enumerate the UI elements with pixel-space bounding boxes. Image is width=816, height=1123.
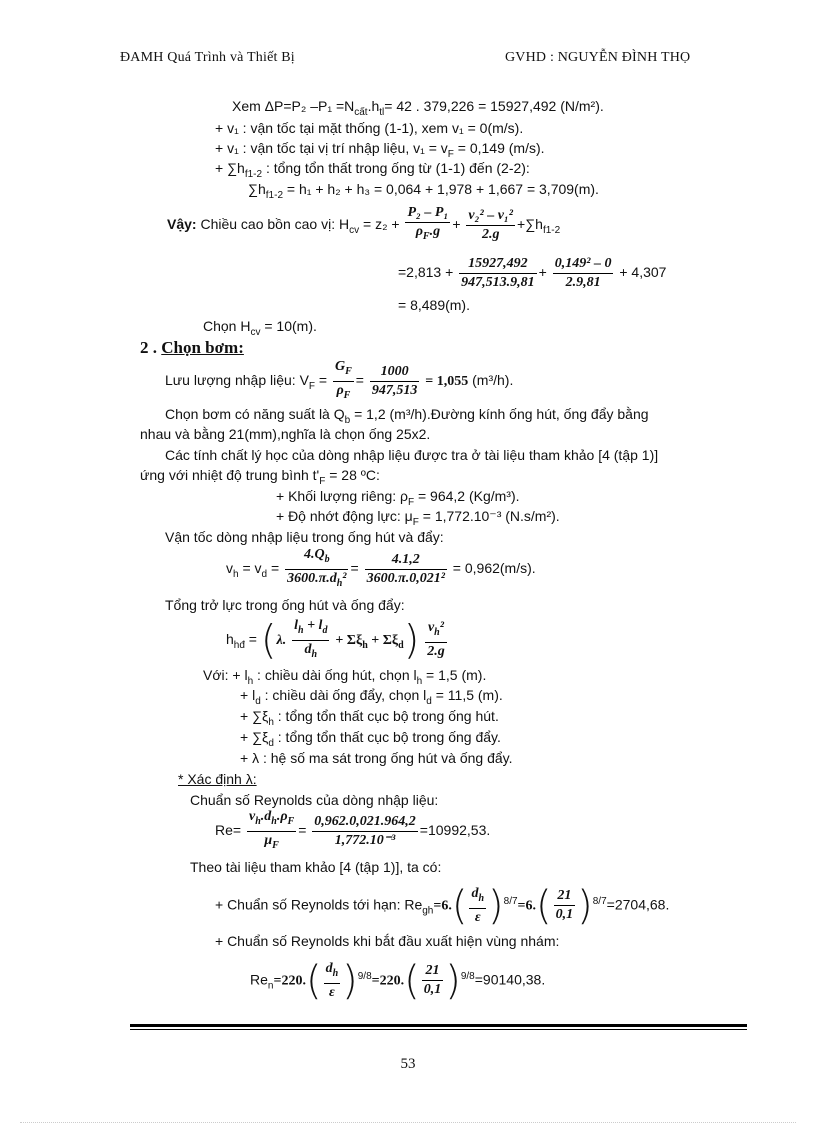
velocity-intro-line: Vận tốc dòng nhập liệu trong ống hút và đẩy: <box>165 529 444 545</box>
ld-line: + $l_d$ : chiều dài ống đẩy, chọn $l_d = 11,5$ (m). <box>240 687 503 707</box>
hcv-equation: Vậy: Chiều cao bồn cao vị: $H_{cv} = z_2$ + $\frac{\text{P₂ – P₁}}{\rho_F.g}$ + $\frac{\text{v₂² – v₁²}}{2.g}$ $+\sum h_{f1-2}$ <box>167 205 561 243</box>
reynolds-equation: Re= $\frac{v_h.d_h.\rho_F}{\mu_F}$ = $\frac{0,962.0,021.964,2}{\text{1,772.10⁻³}}$ =10992,53. <box>215 809 491 851</box>
lambda-heading: * Xác định λ: <box>178 771 257 787</box>
loss-value-line: $\sum h_{f1-2} = h_1 + h_2 + h_3 = 0,064 + 1,978 + 1,667 = 3,709(m)$. <box>248 181 599 201</box>
loss-sum-line: + $\sum h_{f1-2}$ : tổng tổn thất trong ống từ (1-1) đến (2-2): <box>215 160 530 180</box>
hcv-choice: Chọn $H_{cv} = 10(m)$. <box>203 318 317 338</box>
xi-h-line: + $\sum\xi_h$ : tổng tổn thất cục bộ trong ống hút. <box>240 708 499 728</box>
v1-inlet-line: + v₁ : vận tốc tại vị trí nhập liệu, $v_1 = v_F = 0,149$ (m/s). <box>215 140 545 160</box>
lh-line: Với: + $l_h$ : chiều dài ống hút, chọn $l_h = 1,5$ (m). <box>203 667 487 687</box>
pump-choice-line: Chọn bơm có năng suất là $Q_b = 1,2$ (m³/h).Đường kính ống hút, ống đẩy bằng <box>165 406 649 426</box>
properties-line: Các tính chất lý học của dòng nhập liệu được tra ở tài liệu tham khảo [4 (tập 1)] <box>165 447 659 463</box>
hcv-result: = 8,489(m). <box>398 297 470 313</box>
flow-rate-equation: Lưu lượng nhập liệu: $V_F$ = $\frac{G_F}{\rho_F}$ = $\frac{1000}{947,513}$ = 1,055 (m³/h). <box>165 359 514 401</box>
page-number: 53 <box>400 1056 416 1072</box>
velocity-equation: $v_h = v_d$ = $\frac{4.Q_b}{3600.\pi.d_h^2}$ = $\frac{4.1,2}{\text{3600.π.0,021²}}$ = 0,962(m/s). <box>226 547 536 589</box>
pipe-choice-line: nhau và bằng 21(mm),nghĩa là chọn ống 25x2. <box>140 426 431 442</box>
footer-rule-thin <box>130 1029 747 1030</box>
delta-p-line: Xem ΔP=P₂ $-P_1 =N_{cất}.h_{tl}= 42$ . 379,226 = 15927,492 (N/m²). <box>232 98 604 118</box>
footer-rule-thick <box>130 1024 747 1027</box>
reference-line: Theo tài liệu tham khảo [4 (tập 1)], ta có: <box>190 859 442 875</box>
viscosity-line: + Độ nhớt động lực: $\mu_F = 1,772.10^{-3}$ (N.s/m²). <box>276 508 560 528</box>
header-right: GVHD : NGUYỄN ĐÌNH THỌ <box>505 50 691 65</box>
header-left: ĐAMH Quá Trình và Thiết Bị <box>120 50 295 65</box>
roughness-reynolds-equation: $Re_n=220$.( $\frac{d_h}{\varepsilon}$ )$^{9/8}$=220.( $\frac{21}{0,1}$ )$^{9/8}$=90140,38. <box>250 957 546 1004</box>
hcv-substitution: =2,813 + $\frac{15927,492}{947,513.9,81}$ + $\frac{\text{0,149² – 0}}{2.9,81}$ + 4,307 <box>398 255 667 290</box>
xi-d-line: + $\sum\xi_d$ : tổng tổn thất cục bộ trong ống đẩy. <box>240 729 501 749</box>
section-heading: 2 . Chọn bơm: <box>140 338 244 357</box>
reynolds-intro-line: Chuẩn số Reynolds của dòng nhập liệu: <box>190 792 439 808</box>
lambda-line: + λ : hệ số ma sát trong ống hút và ống đẩy. <box>240 750 513 766</box>
resistance-equation: $h_{hđ} = (\lambda$. $\frac{l_h + l_d}{d_h}$ + $\Sigma\xi_h + \Sigma\xi_d$) $\frac{v_h^2}{2.g}$ <box>226 617 445 664</box>
density-line: + Khối lượng riêng: $\rho_F = 964,2$ (Kg/m³). <box>276 488 520 508</box>
v1-surface-line: + v₁ : vận tốc tại mặt thống (1-1), xem v₁ = 0(m/s). <box>215 120 524 136</box>
resistance-intro-line: Tổng trở lực trong ống hút và ống đẩy: <box>165 597 405 613</box>
roughness-reynolds-intro: + Chuẩn số Reynolds khi bắt đầu xuất hiện vùng nhám: <box>215 933 560 949</box>
temperature-line: ứng với nhiệt độ trung bình $t'_F = 28$ ºC: <box>140 467 380 487</box>
critical-reynolds-equation: + Chuẩn số Reynolds tới hạn: $Re_{gh}=6$.( $\frac{d_h}{\varepsilon}$ )$^{8/7}$=6.( $\frac{21}{0,1}$ )$^{8/7}$=2704,68. <box>215 882 670 929</box>
